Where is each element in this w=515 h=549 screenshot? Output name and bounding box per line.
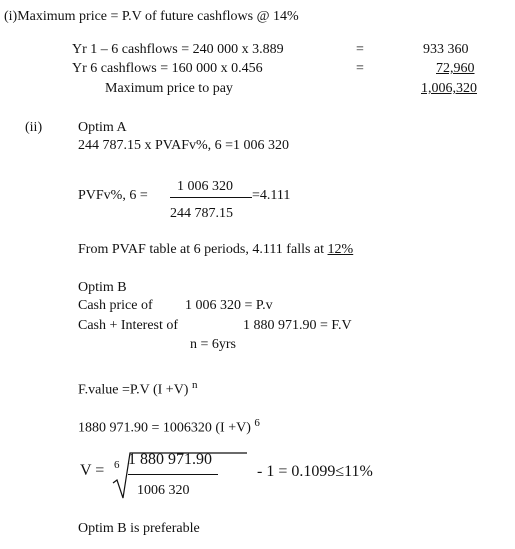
pvf-denominator: 244 787.15 (170, 206, 233, 221)
cash-price-value: 1 006 320 = P.v (185, 298, 273, 313)
pvaf-note: From PVAF table at 6 periods, 4.111 falls at 12% (78, 242, 354, 257)
optim-b-title: Optim B (78, 280, 127, 295)
cash-interest-label: Cash + Interest of (78, 318, 179, 333)
fv-formula: F.value =P.V (I +V) $^n$ (78, 379, 198, 398)
v-result: - 1 = 0.1099≤11% (257, 463, 373, 480)
row-2-label: Yr 6 cashflows = 160 000 x 0.456 (72, 61, 263, 76)
fv-equation-exponent: 6 (254, 417, 260, 429)
v-label: V = (80, 462, 105, 479)
row-2-value: 72,960 (436, 61, 475, 76)
section-i-heading: (i)Maximum price = P.V of future cashflows @ 14% (4, 9, 299, 24)
root-numerator: 1 880 971.90 (128, 451, 212, 468)
conclusion: Optim B is preferable (78, 521, 200, 536)
fv-exponent: n (191, 379, 198, 391)
optim-a-title: Optim A (78, 120, 127, 135)
root-fraction-bar (128, 474, 218, 475)
period-n: n = 6yrs (190, 337, 237, 352)
row-1-equals: = (356, 42, 364, 57)
root-denominator: 1006 320 (137, 483, 190, 498)
row-2-equals: = (356, 61, 364, 76)
pvf-result: =4.111 (252, 188, 291, 203)
pvf-numerator: 1 006 320 (177, 179, 233, 194)
cash-price-label: Cash price of (78, 298, 153, 313)
optim-a-equation: 244 787.15 x PVAFv%, 6 =1 006 320 (78, 138, 290, 153)
row-1-value: 933 360 (423, 42, 469, 57)
section-ii-marker: (ii) (25, 120, 43, 135)
total-value: 1,006,320 (421, 81, 477, 96)
cash-interest-value: 1 880 971.90 = F.V (243, 318, 352, 333)
pvaf-rate: 12% (327, 242, 354, 257)
pvf-fraction-bar (170, 197, 252, 198)
fv-equation: 1880 971.90 = 1006320 (I +V) $^6$ (78, 417, 260, 436)
row-1-label: Yr 1 – 6 cashflows = 240 000 x 3.889 (72, 42, 284, 57)
pvf-label: PVFv%, 6 = (78, 188, 148, 203)
root-index: 6 (114, 459, 120, 471)
total-label: Maximum price to pay (105, 81, 233, 96)
